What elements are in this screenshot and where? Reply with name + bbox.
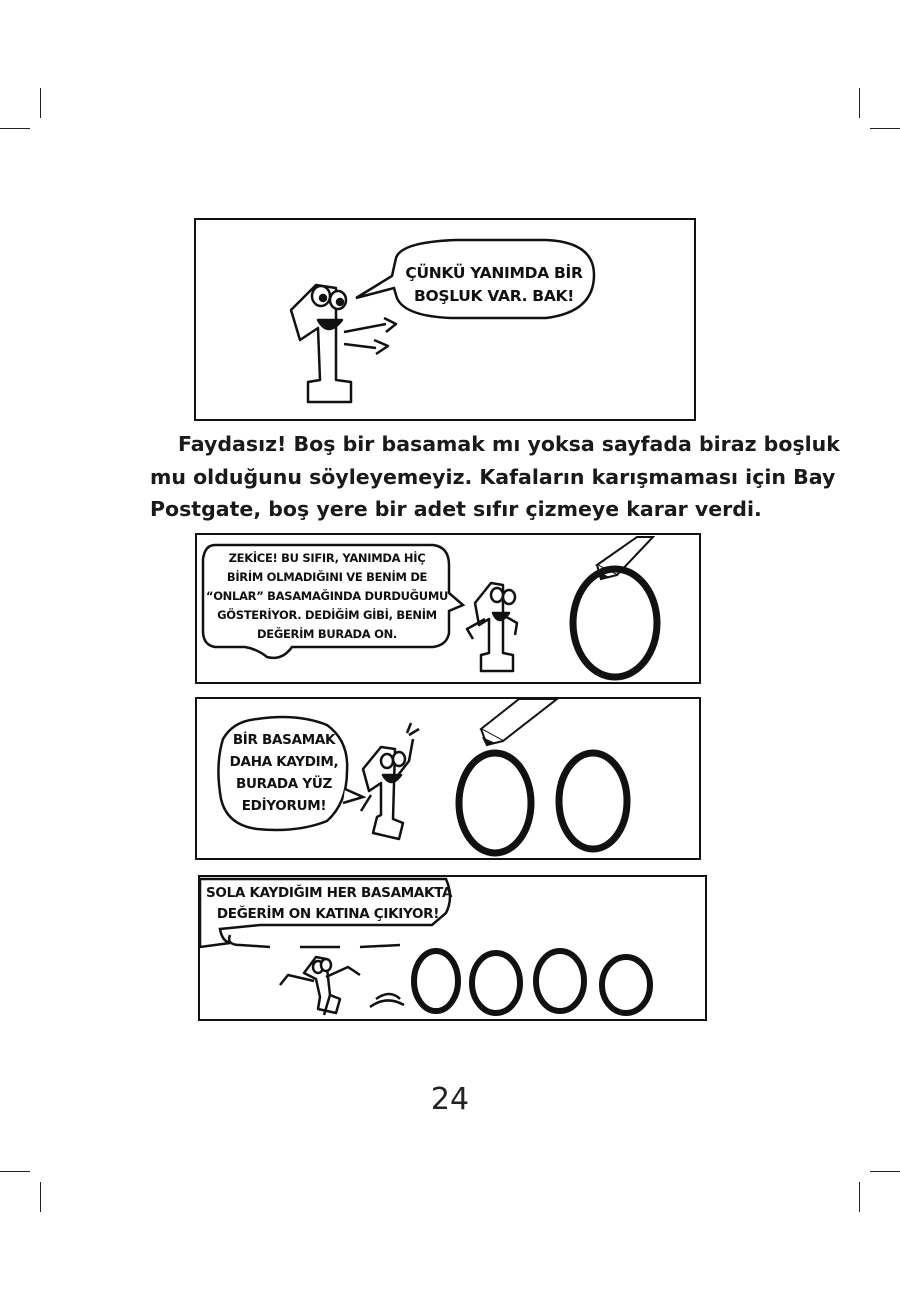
- zero-digit-icon: [573, 569, 657, 677]
- zero-digit-icon: [602, 957, 650, 1013]
- speech-bubble-text: ZEKİCE! BU SIFIR, YANIMDA HİÇ BİRİM OLMADIĞINI VE BENİM DE “ONLAR” BASAMAĞINDA DURDUĞUMU GÖSTERİYOR. DEDİĞİM GİBİ, BENİM DEĞERİM BURADA ON.: [205, 551, 449, 641]
- number-one-character-icon: [280, 957, 360, 1015]
- paragraph-line: Postgate, boş yere bir adet sıfır çizmeye karar verdi.: [150, 497, 762, 521]
- paragraph-line: Faydasız! Boş bir basamak mı yoksa sayfada biraz boşluk: [178, 432, 840, 456]
- paragraph-line: mu olduğunu söyleyemeyiz. Kafaların karışmaması için Bay: [150, 464, 836, 489]
- crop-mark: [859, 1182, 860, 1212]
- number-one-character-icon: [291, 285, 396, 402]
- comic-panel-3: [195, 697, 701, 860]
- panel-1-art: [196, 220, 694, 419]
- zero-digit-icon: [459, 753, 531, 853]
- speech-bubble-text: BİR BASAMAK DAHA KAYDIM, BURADA YÜZ EDİYORUM!: [229, 732, 339, 814]
- crop-mark: [870, 128, 900, 129]
- zero-digit-icon: [536, 951, 584, 1011]
- crop-mark: [40, 1182, 41, 1212]
- comic-panel-2: [195, 533, 701, 684]
- crop-mark: [870, 1171, 900, 1172]
- page-number: 24: [430, 1082, 470, 1117]
- crop-mark: [0, 128, 30, 129]
- speech-bubble-text: SOLA KAYDIĞIM HER BASAMAKTA DEĞERİM ON KATINA ÇIKIYOR!: [206, 885, 453, 922]
- zero-digit-icon: [472, 953, 520, 1013]
- zero-digit-icon: [559, 753, 627, 849]
- crop-mark: [0, 1171, 30, 1172]
- crop-mark: [40, 88, 41, 118]
- crop-mark: [859, 88, 860, 118]
- comic-panel-4: [198, 875, 707, 1021]
- body-paragraph: [150, 428, 840, 526]
- rolling-zero-icon: [370, 994, 404, 1007]
- number-one-character-icon: [361, 723, 419, 839]
- comic-panel-1: [194, 218, 696, 421]
- pencil-icon: [481, 699, 557, 745]
- speech-bubble-text: ÇÜNKÜ YANIMDA BİR BOŞLUK VAR. BAK!: [405, 264, 583, 305]
- number-one-character-icon: [467, 583, 517, 671]
- zero-digit-icon: [414, 951, 458, 1011]
